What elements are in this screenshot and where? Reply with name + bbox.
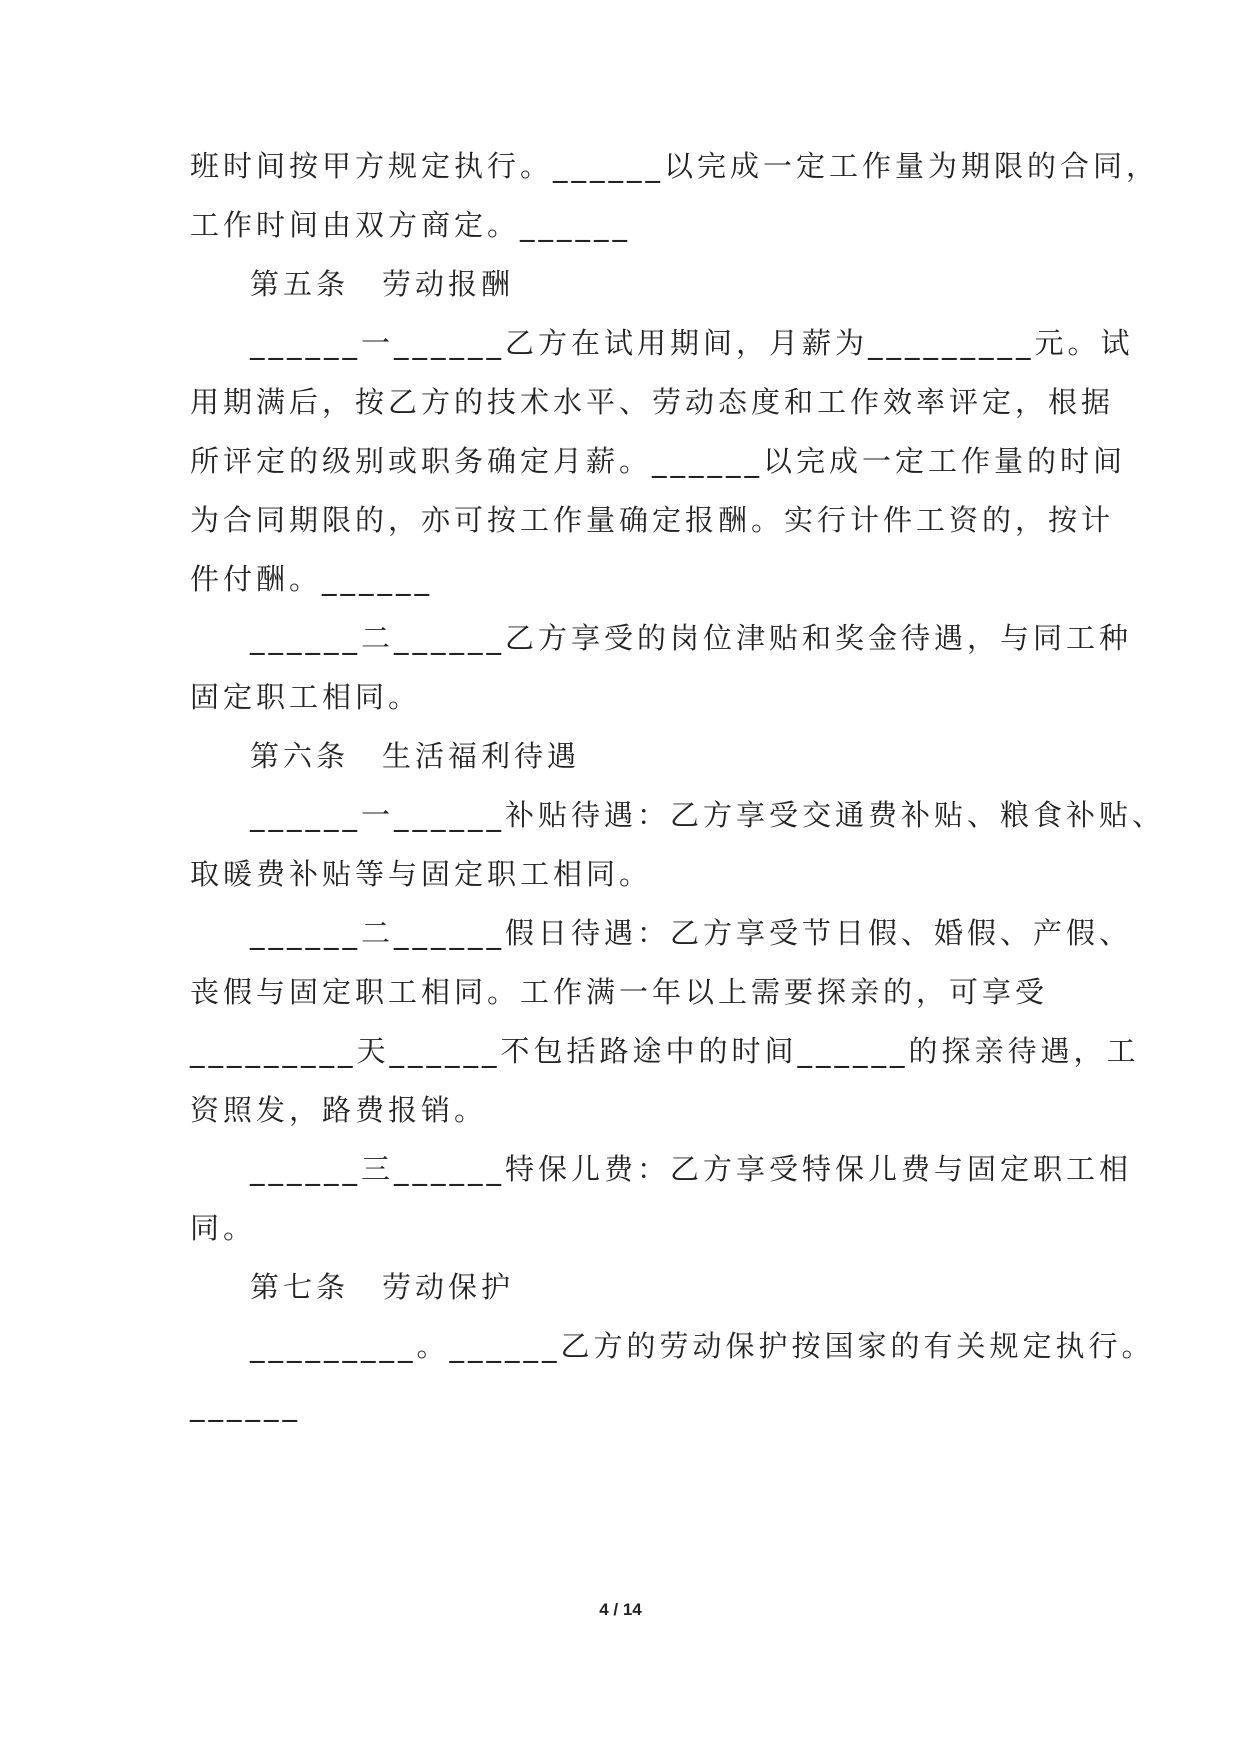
paragraph-line: ______三______特保儿费：乙方享受特保儿费与固定职工相 [250,1152,1133,1186]
paragraph-line: 件付酬。______ [190,562,434,596]
paragraph-line: 同。 [190,1211,257,1245]
paragraph-line: 用期满后，按乙方的技术水平、劳动态度和工作效率评定，根据 [190,385,1115,419]
paragraph-line: 取暖费补贴等与固定职工相同。 [190,857,653,891]
paragraph-line: ______一______补贴待遇：乙方享受交通费补贴、粮食补贴、 [250,798,1166,832]
paragraph-line: _________。______乙方的劳动保护按国家的有关规定执行。 [250,1329,1155,1363]
paragraph-line: 固定职工相同。 [190,680,422,714]
paragraph-line: 工作时间由双方商定。______ [190,208,632,242]
paragraph-line: ______ [190,1388,301,1422]
section-heading: 第七条 劳动保护 [250,1270,515,1304]
paragraph-line: 资照发，路费报销。 [190,1093,488,1127]
paragraph-line: _________天______不包括路途中的时间______的探亲待遇，工 [190,1034,1140,1068]
paragraph-line: 为合同期限的，亦可按工作量确定报酬。实行计件工资的，按计 [190,503,1115,537]
page-number: 4 / 14 [599,1600,642,1619]
section-heading: 第六条 生活福利待遇 [250,739,581,773]
paragraph-line: 丧假与固定职工相同。工作满一年以上需要探亲的，可享受 [190,975,1049,1009]
paragraph-line: ______二______假日待遇：乙方享受节日假、婚假、产假、 [250,916,1133,950]
paragraph-line: ______一______乙方在试用期间，月薪为_________元。试 [250,326,1134,360]
paragraph-line: ______二______乙方享受的岗位津贴和奖金待遇，与同工种 [250,621,1133,655]
paragraph-line: 所评定的级别或职务确定月薪。______以完成一定工作量的时间 [190,444,1127,478]
paragraph-line: 班时间按甲方规定执行。______以完成一定工作量为期限的合同， [190,149,1160,183]
section-heading: 第五条 劳动报酬 [250,267,515,301]
